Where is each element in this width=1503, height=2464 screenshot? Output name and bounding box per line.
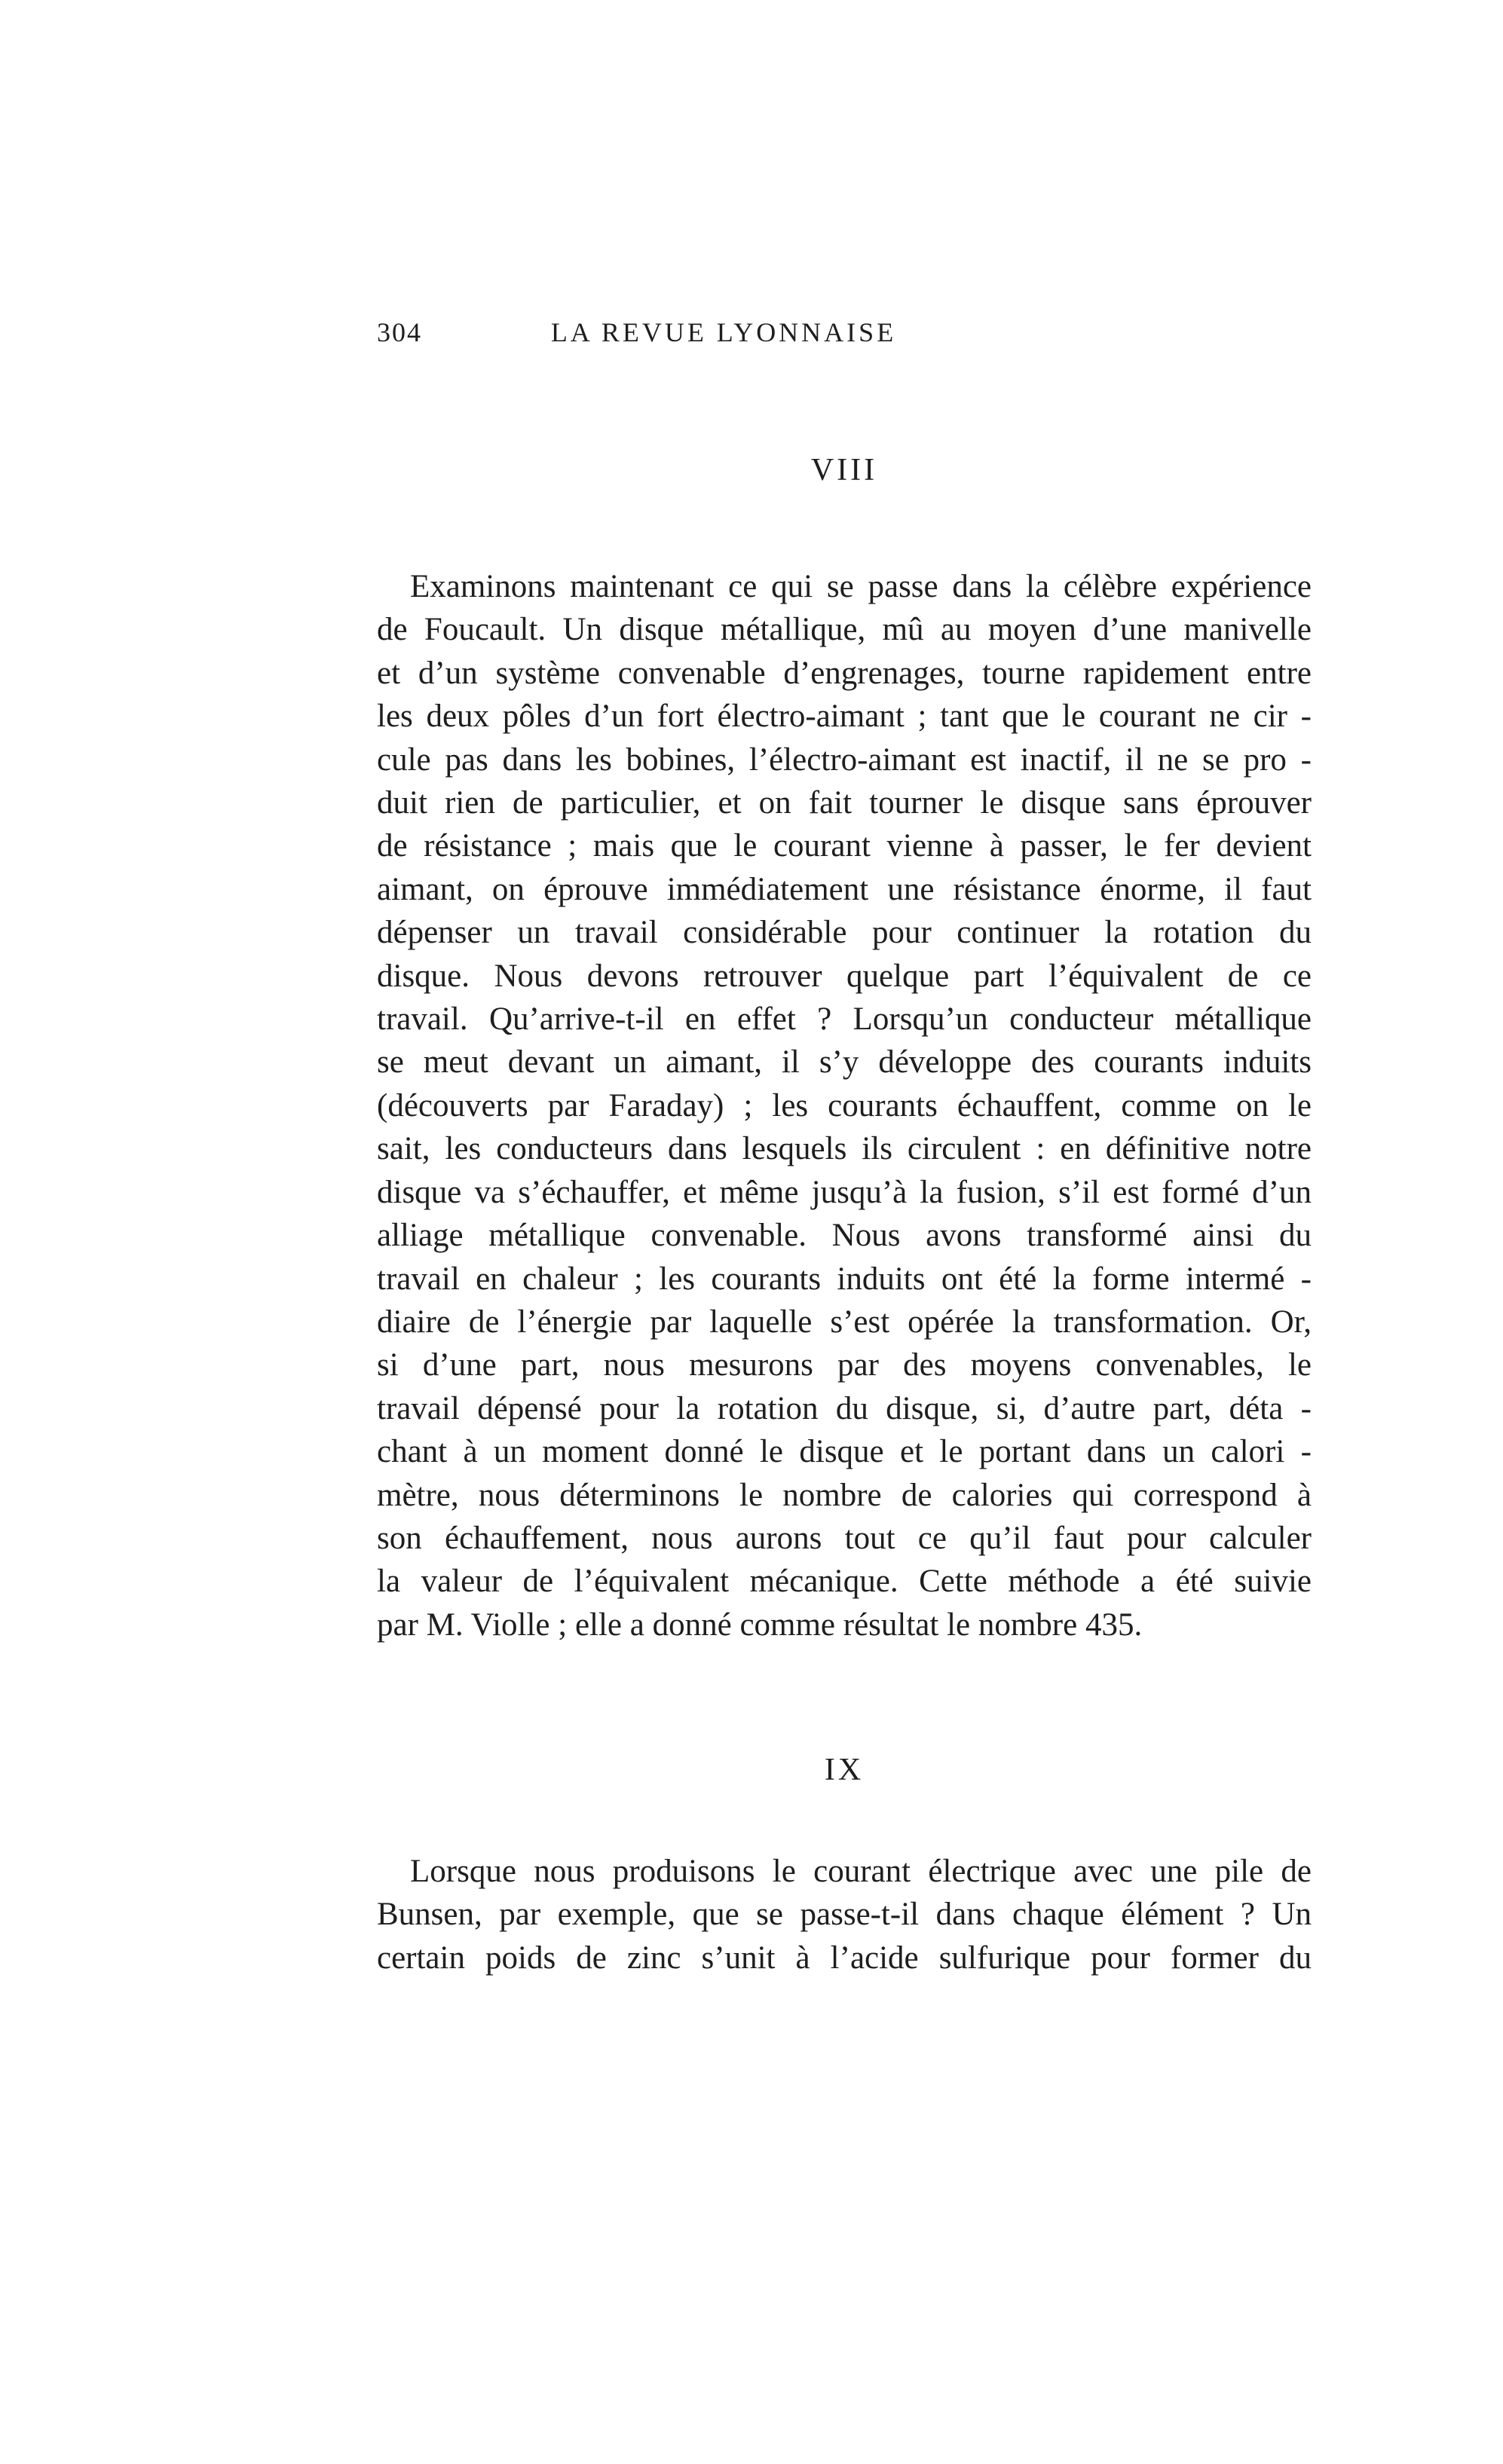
paragraph-ix [377,1850,1312,1979]
text-line: sait, les conducteurs dans lesquels ils circulent : en définitive notre [377,1131,1312,1167]
text-line: la valeur de l’équivalent mécanique. Cette méthode a été suivie [377,1564,1312,1600]
text-line: de Foucault. Un disque métallique, mû au moyen d’une manivelle [377,612,1312,648]
text-line: et d’un système convenable d’engrenages, tourne rapidement entre [377,655,1312,691]
running-head [377,316,1025,354]
text-line: Lorsque nous produisons le courant électrique avec une pile de [410,1854,1312,1889]
text-line: aimant, on éprouve immédiatement une résistance énorme, il faut [377,871,1312,907]
text-line: disque. Nous devons retrouver quelque part l’équivalent de ce [377,958,1312,994]
text-line: certain poids de zinc s’unit à l’acide sulfurique pour former du [377,1940,1312,1976]
text-line: duit rien de particulier, et on fait tourner le disque sans éprouver [377,785,1312,821]
text-line: cule pas dans les bobines, l’électro-aimant est inactif, il ne se pro - [377,741,1312,778]
text-line: travail. Qu’arrive-t-il en effet ? Lorsqu’un conducteur métallique [377,1001,1312,1038]
text-line: travail en chaleur ; les courants induits ont été la forme intermé - [377,1261,1312,1297]
text-line: dépenser un travail considérable pour continuer la rotation du [377,915,1312,951]
text-line: par M. Violle ; elle a donné comme résultat le nombre 435. [377,1606,1143,1643]
text-line: se meut devant un aimant, il s’y développe des courants induits [377,1044,1312,1081]
text-line: Bunsen, par exemple, que se passe-t-il dans chaque élément ? Un [377,1897,1312,1933]
text-line: Examinons maintenant ce qui se passe dans la célèbre expérience [410,569,1312,604]
text-line: mètre, nous déterminons le nombre de calories qui correspond à [377,1477,1312,1513]
text-line: (découverts par Faraday) ; les courants échauffent, comme on le [377,1087,1312,1123]
text-line: de résistance ; mais que le courant vienne à passer, le fer devient [377,828,1312,864]
text-line: travail dépensé pour la rotation du disque, si, d’autre part, déta - [377,1390,1312,1426]
journal-title: LA REVUE LYONNAISE [550,317,897,347]
text-line: diaire de l’énergie par laquelle s’est opérée la transformation. Or, [377,1304,1312,1340]
text-line: alliage métallique convenable. Nous avons transformé ainsi du [377,1218,1312,1254]
text-line: les deux pôles d’un fort électro-aimant ; tant que le courant ne cir - [377,699,1312,735]
text-line: si d’une part, nous mesurons par des moyens convenables, le [377,1347,1312,1383]
section-heading-ix: IX [824,1753,865,1787]
section-heading-viii: VIII [810,453,878,488]
page-number: 304 [377,317,422,347]
paragraph-viii [377,565,1312,1646]
text-line: disque va s’échauffer, et même jusqu’à la fusion, s’il est formé d’un [377,1174,1312,1210]
text-line: chant à un moment donné le disque et le portant dans un calori - [377,1434,1312,1470]
text-line: son échauffement, nous aurons tout ce qu’il faut pour calculer [377,1520,1312,1556]
